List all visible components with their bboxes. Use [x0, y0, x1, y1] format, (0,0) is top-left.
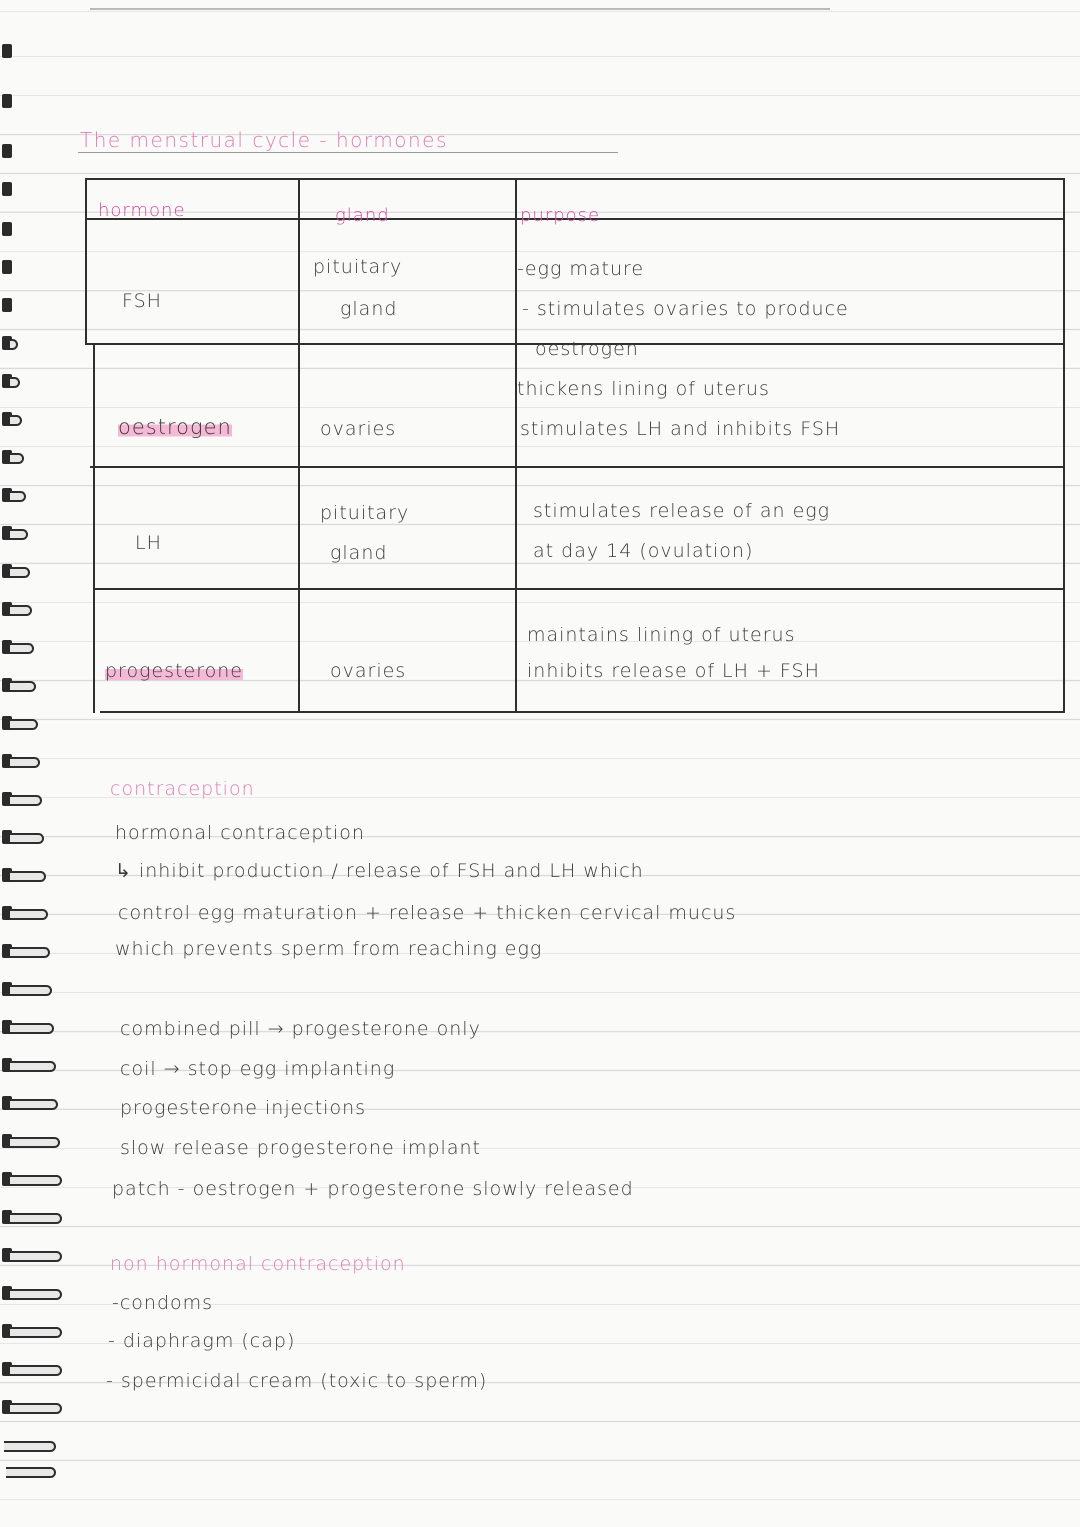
header-hormone: hormone [98, 200, 186, 221]
binding-ring [0, 218, 70, 240]
cell-hormone-fsh: FSH [122, 290, 162, 312]
binding-ring [0, 940, 70, 962]
cell-purpose: inhibits release of LH + FSH [527, 660, 820, 682]
cell-hormone-progesterone: progesterone [105, 660, 243, 682]
contraception-note-line: ↳ inhibit production / release of FSH and LH which [115, 860, 644, 882]
cell-hormone-oestrogen: oestrogen [118, 415, 232, 439]
cell-purpose: stimulates LH and inhibits FSH [520, 418, 841, 440]
cell-gland: pituitary [313, 256, 403, 278]
binding-ring [0, 712, 70, 734]
cell-purpose: stimulates release of an egg [533, 500, 831, 522]
cell-purpose: -egg mature [517, 258, 645, 280]
binding-ring [0, 1168, 70, 1190]
cell-gland: ovaries [330, 660, 407, 682]
binding-ring [0, 332, 70, 354]
non-hormonal-item: -condoms [112, 1292, 214, 1314]
method-item: progesterone injections [120, 1097, 367, 1119]
binding-ring [0, 1282, 70, 1304]
binding-ring [0, 1358, 70, 1380]
binding-ring [0, 636, 70, 658]
binding-ring [0, 1130, 70, 1152]
cell-purpose: maintains lining of uterus [527, 624, 796, 646]
cell-purpose: thickens lining of uterus [517, 378, 770, 400]
hormonal-contraception-subheading: hormonal contraception [115, 822, 365, 844]
binding-ring [0, 598, 70, 620]
binding-ring [0, 140, 70, 162]
title-underline [78, 152, 618, 153]
non-hormonal-item: - spermicidal cream (toxic to sperm) [106, 1370, 488, 1392]
method-item: coil → stop egg implanting [120, 1058, 396, 1080]
binding-ring [0, 1434, 70, 1456]
page-top-edge [90, 8, 830, 10]
binding-ring [0, 1396, 70, 1418]
binding-ring [0, 446, 70, 468]
cell-purpose: - stimulates ovaries to produce [522, 298, 849, 320]
binding-ring [0, 484, 70, 506]
binding-ring [0, 674, 70, 696]
binding-ring [0, 1206, 70, 1228]
binding-ring [0, 370, 70, 392]
non-hormonal-item: - diaphragm (cap) [108, 1330, 296, 1352]
method-item: patch - oestrogen + progesterone slowly released [112, 1178, 634, 1200]
binding-ring [0, 1092, 70, 1114]
spiral-binding [0, 30, 70, 1490]
binding-ring [0, 294, 70, 316]
header-purpose: purpose [520, 205, 601, 226]
binding-ring [0, 560, 70, 582]
binding-ring [0, 1054, 70, 1076]
method-item: slow release progesterone implant [120, 1137, 481, 1159]
binding-ring [0, 408, 70, 430]
header-gland: gland [335, 205, 390, 226]
cell-gland: pituitary [320, 502, 410, 524]
cell-gland: gland [330, 542, 388, 564]
binding-ring [0, 522, 70, 544]
binding-ring [0, 1320, 70, 1342]
method-item: combined pill → progesterone only [120, 1018, 481, 1040]
cell-gland: ovaries [320, 418, 397, 440]
contraception-note-line: control egg maturation + release + thicken cervical mucus [118, 902, 737, 924]
binding-ring [0, 864, 70, 886]
non-hormonal-heading: non hormonal contraception [110, 1253, 406, 1275]
cell-gland: gland [340, 298, 398, 320]
binding-ring [0, 788, 70, 810]
cell-purpose: oestrogen [535, 338, 639, 360]
binding-ring [0, 1016, 70, 1038]
binding-ring [0, 256, 70, 278]
binding-ring [0, 90, 70, 112]
page-title: The menstrual cycle - hormones [80, 128, 448, 152]
contraception-note-line: which prevents sperm from reaching egg [115, 938, 543, 960]
binding-ring [0, 1460, 70, 1482]
cell-hormone-lh: LH [135, 532, 162, 554]
contraception-heading: contraception [110, 778, 255, 800]
binding-ring [0, 40, 70, 62]
binding-ring [0, 750, 70, 772]
binding-ring [0, 1244, 70, 1266]
binding-ring [0, 902, 70, 924]
binding-ring [0, 978, 70, 1000]
cell-purpose: at day 14 (ovulation) [533, 540, 754, 562]
binding-ring [0, 826, 70, 848]
binding-ring [0, 178, 70, 200]
